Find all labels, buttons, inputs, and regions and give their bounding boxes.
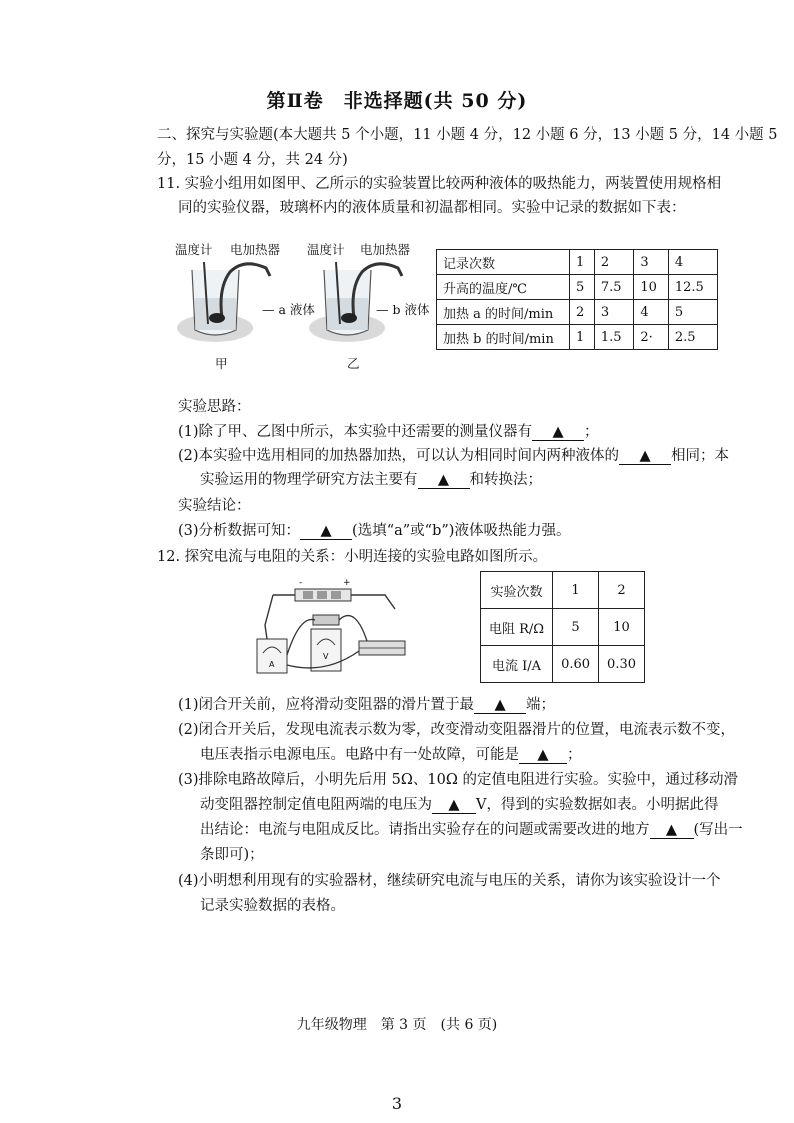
table-row: 电阻 R/Ω 5 10 (481, 609, 645, 646)
table-row: 电流 I/A 0.60 0.30 (481, 646, 645, 683)
q12-part-3-line-4: 条即可)； (200, 847, 264, 863)
q11-idea-label: 实验思路： (178, 399, 251, 415)
figure-b-caption: 乙 (347, 356, 360, 371)
circuit-diagram-illustration (255, 575, 410, 675)
q11-stem-line-1: 11. 实验小组用如图甲、乙所示的实验装置比较两种液体的吸热能力，两装置使用规格相 (157, 176, 722, 192)
heater-label: 电加热器 (230, 242, 281, 257)
section-heading-line-1: 二、探究与实验题(本大题共 5 个小题，11 小题 4 分，12 小题 6 分，13 小题 5 分，14 小题 5 (157, 127, 778, 143)
section-heading-line-2: 分，15 小题 4 分，共 24 分) (157, 152, 348, 168)
q11-conclusion-label: 实验结论： (178, 498, 251, 514)
q12-stem: 12. 探究电流与电阻的关系：小明连接的实验电路如图所示。 (157, 549, 548, 565)
answer-blank[interactable]: ▲ (650, 822, 694, 839)
q12-part-4-line-2: 记录实验数据的表格。 (200, 898, 345, 914)
q11-part-2b: 实验运用的物理学研究方法主要有 ▲ 和转换法； (200, 472, 542, 488)
q12-part-2-line-2: 电压表指示电源电压。电路中有一处故障，可能是 ▲ ； (200, 747, 582, 763)
q12-part-4-line-1: (4)小明想利用现有的实验器材，继续研究电流与电压的关系，请你为该实验设计一个 (178, 873, 721, 889)
answer-blank[interactable]: ▲ (619, 448, 671, 465)
answer-blank[interactable]: ▲ (418, 472, 470, 489)
q11-data-table (436, 249, 718, 350)
answer-blank[interactable]: ▲ (474, 697, 526, 714)
q12-circuit-figure (255, 575, 410, 675)
figure-a-caption: 甲 (215, 356, 228, 371)
page-footer: 九年级物理 第 3 页 (共 6 页) (296, 1017, 498, 1033)
q12-part-2-line-1: (2)闭合开关后，发现电流表示数为零，改变滑动变阻器滑片的位置，电流表示数不变， (178, 722, 736, 738)
q11-stem-line-2: 同的实验仪器，玻璃杯内的液体质量和初温都相同。实验中记录的数据如下表： (178, 200, 686, 216)
q12-part-3-line-2: 动变阻器控制定值电阻两端的电压为 ▲ V，得到的实验数据如表。小明据此得 (200, 797, 719, 813)
q11-part-2: (2)本实验中选用相同的加热器加热，可以认为相同时间内两种液体的 ▲ 相同；本 (178, 448, 730, 464)
battery-minus-label: - (299, 578, 303, 588)
liquid-a-label: — a 液体 (262, 302, 315, 317)
answer-blank[interactable]: ▲ (300, 523, 352, 540)
answer-blank[interactable]: ▲ (432, 797, 476, 814)
q11-figure-b (302, 232, 437, 372)
q12-part-3-line-1: (3)排除电路故障后，小明先后用 5Ω、10Ω 的定值电阻进行实验。实验中，通过移动滑 (178, 772, 738, 788)
battery-plus-label: + (343, 578, 351, 588)
page-number: 3 (391, 1094, 403, 1113)
heater-label: 电加热器 (360, 242, 411, 257)
table-row: 升高的温度/℃ 5 7.5 10 12.5 (437, 275, 718, 300)
answer-blank[interactable]: ▲ (532, 424, 584, 441)
liquid-b-label: — b 液体 (376, 302, 430, 317)
table-row: 记录次数 1 2 3 4 (437, 250, 718, 275)
q11-part-1: (1)除了甲、乙图中所示，本实验中还需要的测量仪器有 ▲ ； (178, 424, 599, 440)
q11-figure-a (170, 232, 320, 372)
thermometer-label: 温度计 (307, 242, 345, 257)
q11-part-3: (3)分析数据可知： ▲ (选填“a”或“b”)液体吸热能力强。 (178, 523, 571, 539)
q12-part-1: (1)闭合开关前，应将滑动变阻器的滑片置于最 ▲ 端； (178, 697, 556, 713)
table-row: 实验次数 1 2 (481, 572, 645, 609)
answer-blank[interactable]: ▲ (519, 747, 567, 764)
table-row: 加热 a 的时间/min 2 3 4 5 (437, 300, 718, 325)
voltmeter-label: V (323, 652, 329, 661)
ammeter-label: A (269, 660, 275, 669)
q12-data-table (480, 571, 645, 683)
q12-part-3-line-3: 出结论：电流与电阻成反比。请指出实验存在的问题或需要改进的地方 ▲ (写出一 (200, 822, 743, 838)
table-row: 加热 b 的时间/min 1 1.5 2· 2.5 (437, 325, 718, 350)
section-title: 第Ⅱ卷 非选择题(共 50 分) (266, 90, 528, 112)
thermometer-label: 温度计 (175, 242, 213, 257)
